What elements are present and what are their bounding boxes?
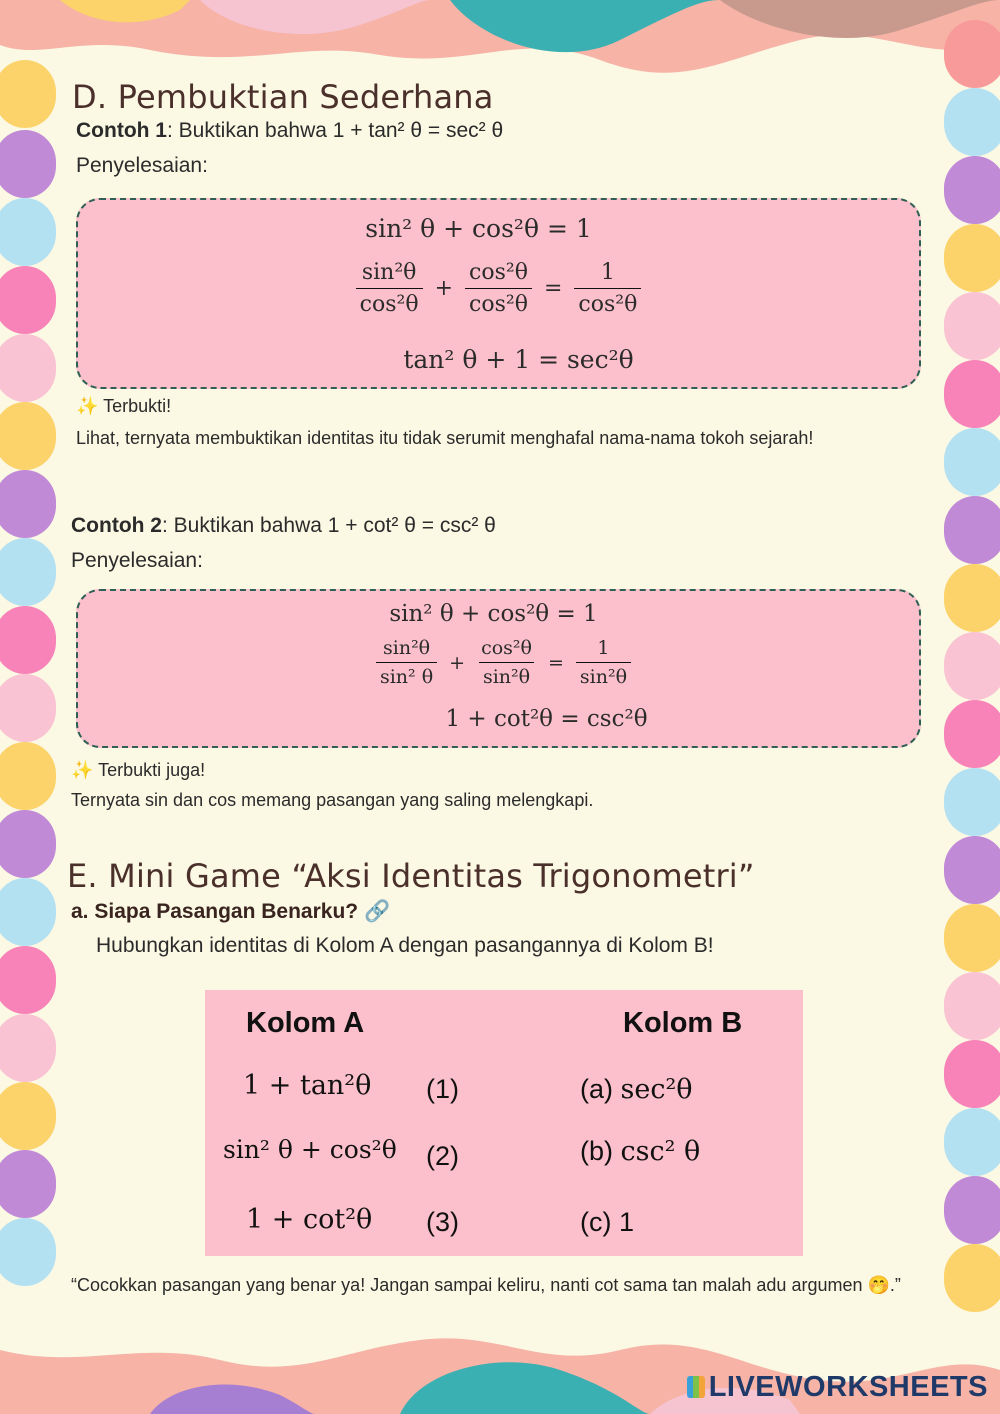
example-2-math-box bbox=[76, 589, 921, 748]
example-1-solution-label: Penyelesaian: bbox=[76, 154, 208, 177]
frac-den: cos²θ bbox=[574, 288, 641, 317]
liveworksheets-logo bbox=[687, 1371, 988, 1404]
column-a-item-2[interactable]: sin² θ + cos²θ bbox=[223, 1135, 397, 1164]
frac-num: cos²θ bbox=[469, 260, 528, 285]
example-2-line-2: $\frac{\text{sin²θ}}{\text{sin² θ}}$ + $\frac{\text{cos²θ}}{\text{sin²θ}}$ = $\frac{1}{\text{sin²θ}}$ bbox=[88, 637, 919, 688]
example-1-line-1: sin² θ + cos²θ = 1 bbox=[365, 214, 592, 243]
frac-num: 1 bbox=[600, 260, 615, 285]
column-b-item-b[interactable] bbox=[580, 1136, 700, 1167]
section-e-title: E. Mini Game “Aksi Identitas Trigonometri” bbox=[67, 857, 755, 895]
example-2-prompt bbox=[71, 514, 496, 538]
example-2-line-1: sin² θ + cos²θ = 1 bbox=[389, 601, 598, 627]
example-1-label: Contoh 1 bbox=[76, 119, 167, 142]
frac-num: cos²θ bbox=[481, 637, 532, 659]
example-2-note: Ternyata sin dan cos memang pasangan yang saling melengkapi. bbox=[71, 790, 594, 810]
example-1-note: Lihat, ternyata membuktikan identitas itu tidak serumit menghafal nama-nama tokoh sejarah! bbox=[76, 428, 814, 448]
frac-den: cos²θ bbox=[356, 288, 423, 317]
left-pill-strip bbox=[0, 60, 56, 1286]
example-1-proven: ✨ Terbukti! bbox=[76, 396, 172, 416]
matching-table bbox=[205, 990, 803, 1256]
column-a-item-1[interactable]: 1 + tan²θ bbox=[243, 1070, 372, 1101]
column-b-label-c: (c) bbox=[580, 1207, 612, 1237]
frac-num: sin²θ bbox=[383, 637, 431, 659]
example-2-text: : Buktikan bahwa 1 + cot² θ = csc² θ bbox=[161, 514, 496, 537]
example-1-line-2: $\frac{\text{sin²θ}}{\text{cos²θ}}$ + $\frac{\text{cos²θ}}{\text{cos²θ}}$ = $\frac{1}{\text{cos²θ}}$ bbox=[78, 260, 919, 317]
column-b-header: Kolom B bbox=[623, 1007, 743, 1039]
frac-num: sin²θ bbox=[361, 260, 417, 285]
column-b-label-a: (a) bbox=[580, 1074, 613, 1104]
example-1-line-3: tan² θ + 1 = sec²θ bbox=[403, 345, 634, 374]
footer-note: “Cocokkan pasangan yang benar ya! Jangan sampai keliru, nanti cot sama tan malah adu argumen 🤭.” bbox=[71, 1275, 901, 1295]
frac-den: cos²θ bbox=[465, 288, 532, 317]
example-2-label: Contoh 2 bbox=[71, 514, 162, 537]
column-b-value-a: sec²θ bbox=[620, 1074, 693, 1105]
frac-den: sin²θ bbox=[576, 662, 631, 688]
row-number-1: (1) bbox=[426, 1074, 459, 1104]
logo-text: LIVEWORKSHEETS bbox=[708, 1371, 988, 1403]
frac-den: sin²θ bbox=[479, 662, 534, 688]
column-a-item-3[interactable]: 1 + cot²θ bbox=[246, 1204, 373, 1235]
frac-num: 1 bbox=[597, 637, 610, 659]
liveworksheets-logo-icon bbox=[687, 1376, 705, 1398]
example-2-solution-label: Penyelesaian: bbox=[71, 549, 203, 572]
column-b-label-b: (b) bbox=[580, 1136, 613, 1166]
subsection-a-title: a. Siapa Pasangan Benarku? 🔗 bbox=[71, 900, 391, 923]
frac-den: sin² θ bbox=[376, 662, 437, 688]
example-1-prompt bbox=[76, 119, 503, 143]
column-b-value-c: 1 bbox=[619, 1207, 635, 1237]
column-b-item-c[interactable] bbox=[580, 1207, 634, 1238]
column-b-value-b: csc² θ bbox=[620, 1136, 701, 1167]
example-2-line-3: 1 + cot²θ = csc²θ bbox=[445, 706, 648, 732]
example-1-text: : Buktikan bahwa 1 + tan² θ = sec² θ bbox=[166, 119, 504, 142]
row-number-2: (2) bbox=[426, 1141, 459, 1171]
example-2-proven: ✨ Terbukti juga! bbox=[71, 760, 206, 780]
column-a-header: Kolom A bbox=[246, 1007, 365, 1039]
instruction-text: Hubungkan identitas di Kolom A dengan pasangannya di Kolom B! bbox=[96, 934, 714, 957]
section-d-title: D. Pembuktian Sederhana bbox=[72, 78, 494, 116]
column-b-item-a[interactable] bbox=[580, 1074, 693, 1105]
row-number-3: (3) bbox=[426, 1207, 459, 1237]
example-1-math-box bbox=[76, 198, 921, 389]
right-pill-strip bbox=[944, 20, 1000, 1312]
